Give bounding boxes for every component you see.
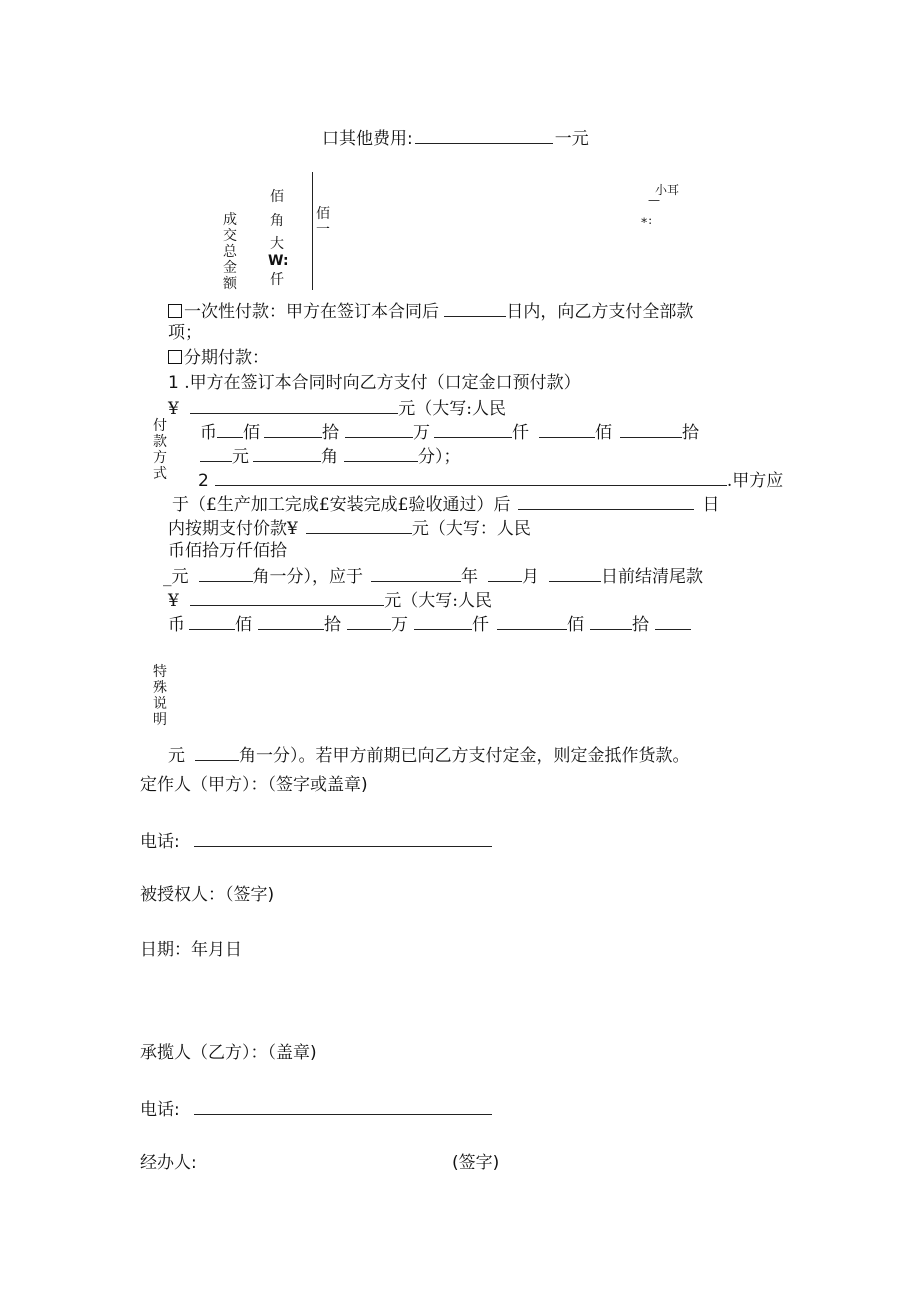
total-label-char: 成: [223, 212, 237, 228]
payment-label-char: 付: [153, 418, 167, 434]
item2-year: 年: [461, 567, 478, 588]
bi1-blank[interactable]: [264, 421, 322, 438]
bi3-blank[interactable]: [590, 613, 632, 630]
special-label-char: 特: [153, 664, 167, 680]
party-a-label: 定作人（甲方）：（签字或盖章): [140, 775, 368, 795]
party-a-phone-line: [140, 830, 492, 853]
yuan1-char: 元: [232, 447, 249, 468]
special-label-char: 殊: [153, 680, 167, 696]
item2-num: 2: [198, 471, 209, 492]
item2-days-blank[interactable]: [518, 493, 694, 510]
yuan1-blank[interactable]: [200, 445, 232, 462]
special-tail-text: 角一分）。若甲方前期已向乙方支付定金，则定金抵作货款。: [239, 746, 690, 767]
installment-line: [168, 348, 269, 368]
party-b-sign: (签字): [452, 1153, 500, 1173]
party-a-authorized: 被授权人：（签字): [140, 885, 275, 905]
total-col2-c: 大: [270, 236, 284, 252]
installment-checkbox[interactable]: [168, 350, 182, 364]
item2-pay: 内按期支付价款¥: [168, 519, 298, 540]
yuan1-char: 角: [321, 447, 338, 468]
item2-jiao-blank[interactable]: [199, 565, 253, 582]
bi1-blank[interactable]: [345, 421, 413, 438]
bi3-char: 币: [168, 615, 185, 636]
yen1-blank[interactable]: [190, 397, 398, 414]
lump-sum-text-a: 一次性付款：甲方在签订本合同后: [184, 302, 439, 323]
payment-label-char: 款: [153, 434, 167, 450]
installment-text: 分期付款：: [184, 348, 269, 368]
total-label-char: 额: [223, 276, 237, 292]
party-b-phone-line: [140, 1098, 492, 1121]
bi3-blank[interactable]: [655, 613, 691, 630]
bi1-char: 拾: [322, 423, 339, 444]
bi3-blank[interactable]: [258, 613, 324, 630]
total-mark-mid: —: [648, 193, 660, 207]
total-col2-a: 佰: [270, 189, 284, 205]
yuan1-row: [200, 445, 461, 468]
item2-end: .甲方应: [726, 471, 784, 492]
item2-yuan: _元: [163, 567, 189, 588]
item2-cont: 于（£生产加工完成£安装完成£验收通过）后: [172, 495, 511, 516]
total-divider: [312, 172, 313, 290]
lump-sum-cont: 项；: [168, 323, 202, 343]
bi1-blank[interactable]: [539, 421, 595, 438]
item2-year-blank[interactable]: [371, 565, 461, 582]
bi1-char: 仟: [512, 423, 529, 444]
bi3-blank[interactable]: [414, 613, 472, 630]
bi3-char: 拾: [632, 615, 649, 636]
bi1-blank[interactable]: [620, 421, 682, 438]
total-amount-label: [222, 212, 238, 292]
special-label-char: 说: [153, 696, 167, 712]
party-a-phone-field[interactable]: [194, 830, 492, 847]
bi3-blank[interactable]: [347, 613, 391, 630]
item2-day: 日: [702, 495, 720, 516]
item1-num: 1: [168, 373, 179, 393]
yuan1-blank[interactable]: [253, 445, 321, 462]
item2-final: 日前结清尾款: [601, 567, 703, 588]
other-fee-line: [322, 127, 589, 150]
item2-unit: 元（大写：人民: [411, 519, 531, 540]
total-mark-top: 小耳: [655, 183, 680, 197]
special-tail-yuan: 元: [168, 746, 185, 767]
item2-jiao: 角一分），应于: [252, 567, 363, 588]
item1-text: .甲方在签订本合同时向乙方支付（口定金口预付款）: [184, 373, 581, 393]
item2-month-blank[interactable]: [488, 565, 522, 582]
item1-line: [168, 373, 581, 393]
item2-cont-line: [172, 493, 719, 516]
other-fee-blank[interactable]: [415, 127, 553, 144]
bi3-char: 仟: [472, 615, 489, 636]
bi1-char: 万: [413, 423, 430, 444]
item2-month: 月: [522, 567, 539, 588]
payment-method-label: [152, 418, 168, 482]
bi1-char: 佰: [595, 423, 612, 444]
item2-line: [198, 469, 783, 492]
total-col2-d: W:: [268, 253, 289, 269]
party-b-label: 承揽人（乙方）：（盖章): [140, 1043, 317, 1063]
yuan1-char: 分）；: [418, 447, 461, 468]
special-notes-label: [152, 664, 168, 728]
yen3-symbol: ¥: [168, 591, 179, 612]
item2-blank[interactable]: [215, 469, 727, 486]
special-tail-blank[interactable]: [195, 744, 239, 761]
total-col3: 佰一: [316, 206, 330, 238]
bi1-blank[interactable]: [434, 421, 512, 438]
yen3-line: [168, 589, 492, 612]
party-b-handler: 经办人:: [140, 1153, 197, 1173]
bi1-row: [200, 421, 699, 444]
lump-sum-text-b: 日内，向乙方支付全部款: [506, 302, 694, 323]
bi3-row: [168, 613, 691, 636]
bi1-blank[interactable]: [217, 421, 243, 438]
special-label-char: 明: [153, 712, 167, 728]
total-col2-b: 角: [270, 213, 284, 229]
item2-pay-line: [168, 517, 531, 540]
lump-sum-checkbox[interactable]: [168, 304, 182, 318]
party-b-phone-field[interactable]: [194, 1098, 492, 1115]
party-b-phone-label: 电话:: [140, 1100, 180, 1121]
payment-label-char: 方: [153, 450, 167, 466]
bi1-char: 拾: [682, 423, 699, 444]
total-col2-e: 仟: [270, 272, 284, 288]
bi3-char: 万: [391, 615, 408, 636]
bi3-char: 拾: [324, 615, 341, 636]
party-a-phone-label: 电话:: [140, 832, 180, 853]
other-fee-label: 口其他费用:: [322, 129, 413, 150]
bi1-char: 币: [200, 423, 217, 444]
bi3-char: 佰: [567, 615, 584, 636]
yen1-line: [168, 397, 506, 420]
yen3-blank[interactable]: [190, 589, 384, 606]
item2-pay-blank[interactable]: [306, 517, 412, 534]
item2-bi-line: 币佰拾万仟佰拾: [168, 541, 287, 561]
payment-label-char: 式: [153, 466, 167, 482]
special-tail-line: [168, 744, 690, 767]
total-label-char: 总: [223, 244, 237, 260]
bi3-blank[interactable]: [497, 613, 567, 630]
lump-sum-line: [168, 300, 693, 323]
yuan1-blank[interactable]: [344, 445, 418, 462]
total-mark-bot: ∗:: [640, 213, 653, 227]
other-fee-unit: 一元: [554, 129, 589, 150]
item2-date-line: [163, 565, 703, 588]
bi1-char: 佰: [243, 423, 260, 444]
bi3-char: 佰: [235, 615, 252, 636]
party-a-date: 日期：年月日: [140, 940, 242, 960]
yen1-symbol: ¥: [168, 399, 179, 420]
yen3-unit: 元（大写:人民: [384, 591, 492, 612]
lump-sum-days-blank[interactable]: [444, 300, 506, 317]
yen1-unit: 元（大写:人民: [398, 399, 506, 420]
bi3-blank[interactable]: [189, 613, 235, 630]
total-label-char: 交: [223, 228, 237, 244]
total-label-char: 金: [223, 260, 237, 276]
item2-day-blank[interactable]: [549, 565, 601, 582]
